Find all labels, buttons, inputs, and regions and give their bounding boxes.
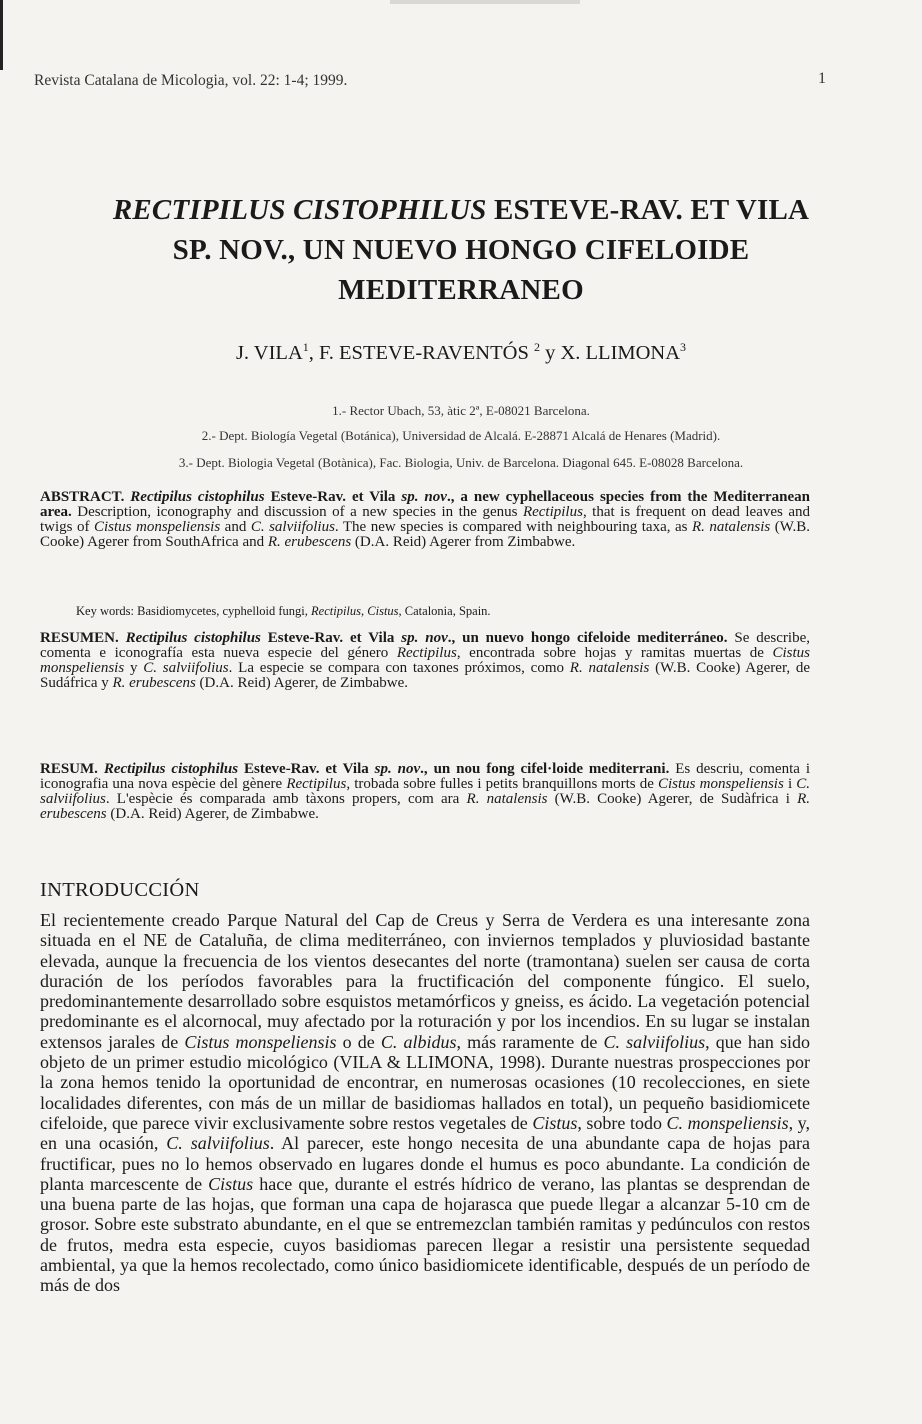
author-2: F. ESTEVE-RAVENTÓS bbox=[319, 341, 529, 364]
affiliation-1: 1.- Rector Ubach, 53, àtic 2ª, E-08021 Barcelona. bbox=[332, 403, 590, 418]
abstract-species: Rectipilus cistophilus bbox=[130, 489, 265, 505]
running-head: Revista Catalana de Micologia, vol. 22: 1-4; 1999. bbox=[34, 72, 348, 89]
resumen-species: Rectipilus cistophilus bbox=[125, 630, 261, 646]
abstract-spanish: RESUMEN. Rectipilus cistophilus Esteve-Rav. et Vila sp. nov., un nuevo hongo cifeloide mediterráneo. Se describe, comenta e iconografía esta nueva especie del género Rectipilus, encontrada sobre hojas y ramitas muertas de Cistus monspeliensis y C. salviifolius. La especie se compara con taxones próximos, como R. natalensis (W.B. Cooke) Agerer, de Sudáfrica y R. erubescens (D.A. Reid) Agerer, de Zimbabwe. bbox=[40, 630, 811, 691]
introduction-body bbox=[40, 910, 810, 1296]
page-number: 1 bbox=[818, 70, 826, 87]
title-line-1 bbox=[40, 190, 882, 230]
keywords: Key words: Basidiomycetes, cyphelloid fungi, Rectipilus, Cistus, Catalonia, Spain. bbox=[76, 604, 491, 618]
title-line-2: SP. NOV., UN NUEVO HONGO CIFELOIDE bbox=[172, 234, 750, 266]
author-sep-1: , bbox=[308, 341, 320, 364]
affiliation-3: 3.- Dept. Biologia Vegetal (Botànica), Fac. Biologia, Univ. de Barcelona. Diagonal 645. E-08028 Barcelona. bbox=[178, 455, 744, 470]
title-line-3: MEDITERRANEO bbox=[338, 274, 584, 306]
author-3-mark: 3 bbox=[680, 340, 687, 354]
author-2-mark: 2 bbox=[533, 340, 540, 354]
abstract-label: ABSTRACT bbox=[40, 489, 121, 505]
title-line-1-rest: ESTEVE-RAV. ET VILA bbox=[486, 194, 810, 226]
paper-title bbox=[40, 190, 882, 310]
scan-top-mark bbox=[390, 0, 580, 4]
author-3: X. LLIMONA bbox=[560, 341, 681, 364]
resumen-label: RESUMEN bbox=[40, 630, 116, 646]
resum-label: RESUM bbox=[40, 761, 95, 777]
introduction-paragraph: El recientemente creado Parque Natural del Cap de Creus y Serra de Verdera es una interesante zona situada en el NE de Cataluña, de clima mediterráneo, con inviernos templados y pluviosidad bastante elevada, aunque la frecuencia de los vientos desecantes del norte (tramontana) suelen ser causa de corta duración de los períodos favorables para la fructificación del componente fúngico. El suelo, predominantemente desarrollado sobre esquistos metamórficos y gneiss, es ácido. La vegetación potencial predominante es el alcornocal, muy afectado por la roturación y por los incendios. En su lugar se instalan extensos jarales de Cistus monspeliensis o de C. albidus, más raramente de C. salviifolius, que han sido objeto de un primer estudio micológico (VILA & LLIMONA, 1998). Durante nuestras prospecciones por la zona hemos tenido la oportunidad de encontrar, en numerosas ocasiones (10 recolecciones, en siete localidades diferentes, con más de un millar de basidiomas hallados en total), un pequeño basidiomicete cifeloide, que parece vivir exclusivamente sobre restos vegetales de Cistus, sobre todo C. monspeliensis, y, en una ocasión, C. salviifolius. Al parecer, este hongo necesita de una abundante capa de hojas para fructificar, pues no lo hemos observado en lugares donde el humus es poco abundante. La condición de planta marcescente de Cistus hace que, durante el estrés hídrico de verano, las plantas se desprendan de una buena parte de las hojas, que forman una capa de hojarasca que puede llegar a alcanzar 5-10 cm de grosor. Sobre este substrato abundante, en el que se entremezclan también ramitas y pedúnculos con restos de frutos, medra esta especie, cuyos basidiomas parecen llegar a resistir una persistente sequedad ambiental, ya que la hemos recolectado, como único basidiomicete identificable, después de un período de más de dos bbox=[40, 910, 811, 1296]
author-1-mark: 1 bbox=[302, 340, 309, 354]
abstract-english: ABSTRACT. Rectipilus cistophilus Esteve-Rav. et Vila sp. nov., a new cyphellaceous species from the Mediterranean area. Description, iconography and discussion of a new species in the genus Rectipilus, that is frequent on dead leaves and twigs of Cistus monspeliensis and C. salviifolius. The new species is compared with neighbouring taxa, as R. natalensis (W.B. Cooke) Agerer from SouthAfrica and R. erubescens (D.A. Reid) Agerer from Zimbabwe. bbox=[40, 489, 811, 550]
author-1: J. VILA bbox=[235, 341, 303, 364]
author-list bbox=[40, 340, 882, 365]
author-sep-2: y bbox=[539, 341, 561, 364]
section-heading-introduction: INTRODUCCIÓN bbox=[40, 879, 200, 901]
title-species: RECTIPILUS CISTOPHILUS bbox=[112, 194, 487, 226]
resum-species: Rectipilus cistophilus bbox=[103, 761, 239, 777]
scan-edge-mark bbox=[0, 0, 3, 70]
abstract-catalan: RESUM. Rectipilus cistophilus Esteve-Rav. et Vila sp. nov., un nou fong cifel·loide mediterrani. Es descriu, comenta i iconografia una nova espècie del gènere Rectipilus, trobada sobre fulles i petits branquillons morts de Cistus monspeliensis i C. salviifolius. L'espècie és comparada amb tàxons propers, com ara R. natalensis (W.B. Cooke) Agerer, de Sudàfrica i R. erubescens (D.A. Reid) Agerer, de Zimbabwe. bbox=[40, 761, 811, 822]
affiliation-2: 2.- Dept. Biología Vegetal (Botánica), Universidad de Alcalá. E-28871 Alcalá de Henares (Madrid). bbox=[201, 428, 721, 443]
